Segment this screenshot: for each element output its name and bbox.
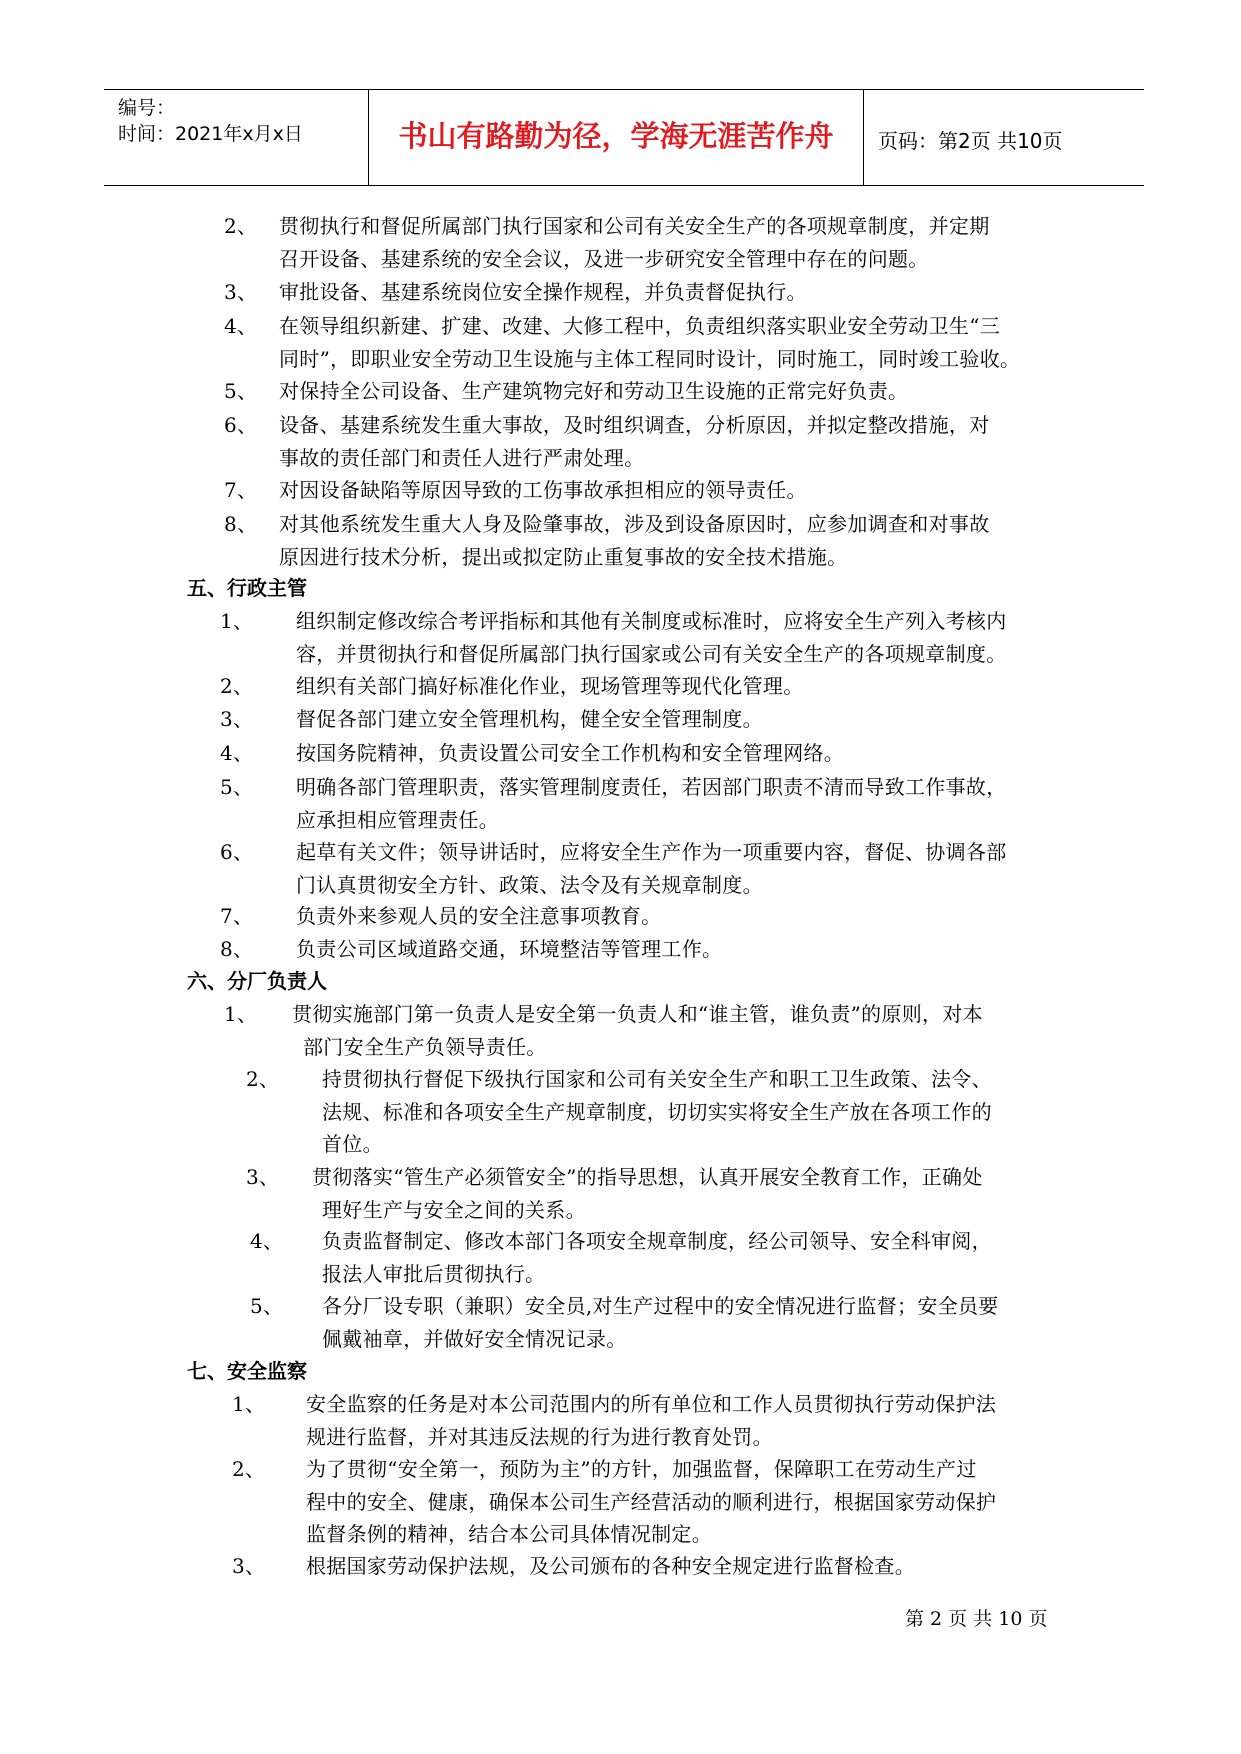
clause-text-line: 监督条例的精神，结合本公司具体情况制定。 (306, 1522, 712, 1546)
clause-text-line: 事故的责任部门和责任人进行严肃处理。 (279, 445, 645, 470)
clause-text-line: 对其他系统发生重大人身及险肇事故，涉及到设备原因时，应参加调查和对事故 (279, 512, 990, 536)
header-left-cell (104, 90, 369, 185)
clause-text-line: 程中的安全、健康，确保本公司生产经营活动的顺利进行，根据国家劳动保护 (306, 1489, 997, 1514)
clause-text-line: 负责监督制定、修改本部门各项安全规章制度，经公司领导、安全科审阅， (322, 1229, 992, 1253)
clause-text-line: 审批设备、基建系统岗位安全操作规程，并负责督促执行。 (279, 280, 807, 304)
clause-number: 4、 (250, 1229, 284, 1253)
clause-number: 1、 (224, 1002, 258, 1026)
clause-number: 7、 (220, 904, 254, 928)
clause-text-line: 为了贯彻“安全第一，预防为主”的方针，加强监督，保障职工在劳动生产过 (306, 1457, 977, 1481)
header-page-code: 页码：第2页 共10页 (878, 129, 1063, 153)
clause-text-line: 应承担相应管理责任。 (296, 807, 499, 832)
clause-number: 5、 (224, 379, 258, 403)
section-heading: 七、安全监察 (187, 1359, 307, 1383)
clause-text-line: 容，并贯彻执行和督促所属部门执行国家或公司有关安全生产的各项规章制度。 (296, 641, 1007, 666)
header-page-cell (864, 90, 1144, 185)
clause-number: 1、 (232, 1392, 266, 1416)
clause-number: 3、 (232, 1554, 266, 1578)
clause-text-line: 理好生产与安全之间的关系。 (322, 1197, 586, 1222)
clause-text-line: 根据国家劳动保护法规，及公司颁布的各种安全规定进行监督检查。 (306, 1554, 915, 1578)
clause-text-line: 贯彻落实“管生产必须管安全”的指导思想，认真开展安全教育工作，正确处 (312, 1165, 983, 1189)
clause-text-line: 对保持全公司设备、生产建筑物完好和劳动卫生设施的正常完好负责。 (279, 379, 909, 403)
clause-text-line: 按国务院精神，负责设置公司安全工作机构和安全管理网络。 (296, 741, 845, 765)
clause-text-line: 负责外来参观人员的安全注意事项教育。 (296, 904, 662, 928)
clause-number: 2、 (220, 674, 254, 698)
clause-number: 6、 (224, 413, 258, 437)
clause-number: 8、 (220, 937, 254, 961)
document-header (104, 89, 1144, 186)
header-motto: 书山有路勤为径，学海无涯苦作舟 (398, 119, 834, 153)
clause-number: 2、 (224, 214, 258, 238)
section-heading: 五、行政主管 (187, 576, 307, 600)
clause-text-line: 原因进行技术分析，提出或拟定防止重复事故的安全技术措施。 (279, 544, 848, 569)
clause-text-line: 督促各部门建立安全管理机构，健全安全管理制度。 (296, 707, 763, 731)
page-footer: 第 2 页 共 10 页 (905, 1608, 1048, 1630)
serial-number-label: 编号： (118, 97, 176, 119)
clause-text-line: 门认真贯彻安全方针、政策、法令及有关规章制度。 (296, 872, 763, 897)
clause-text-line: 持贯彻执行督促下级执行国家和公司有关安全生产和职工卫生政策、法令、 (322, 1067, 992, 1091)
time-label: 时间：2021年x月x日 (118, 123, 303, 145)
clause-number: 4、 (220, 741, 254, 765)
clause-number: 3、 (220, 707, 254, 731)
clause-text-line: 组织有关部门搞好标准化作业，现场管理等现代化管理。 (296, 674, 804, 698)
clause-number: 6、 (220, 840, 254, 864)
clause-text-line: 规进行监督，并对其违反法规的行为进行教育处罚。 (306, 1424, 773, 1449)
clause-text-line: 负责公司区域道路交通，环境整洁等管理工作。 (296, 937, 723, 961)
clause-text-line: 起草有关文件；领导讲话时，应将安全生产作为一项重要内容，督促、协调各部 (296, 840, 1007, 864)
clause-text-line: 召开设备、基建系统的安全会议，及进一步研究安全管理中存在的问题。 (279, 246, 929, 271)
clause-text-line: 在领导组织新建、扩建、改建、大修工程中，负责组织落实职业安全劳动卫生“三 (279, 314, 1001, 338)
clause-text-line: 佩戴袖章，并做好安全情况记录。 (322, 1326, 627, 1351)
clause-number: 3、 (246, 1165, 280, 1189)
clause-number: 5、 (220, 775, 254, 799)
clause-text-line: 首位。 (322, 1132, 383, 1156)
clause-number: 8、 (224, 512, 258, 536)
clause-number: 3、 (224, 280, 258, 304)
clause-text-line: 设备、基建系统发生重大事故，及时组织调查，分析原因，并拟定整改措施，对 (279, 413, 990, 437)
clause-number: 2、 (246, 1067, 280, 1091)
clause-text-line: 法规、标准和各项安全生产规章制度，切切实实将安全生产放在各项工作的 (322, 1099, 992, 1124)
clause-number: 2、 (232, 1457, 266, 1481)
clause-text-line: 部门安全生产负领导责任。 (303, 1034, 547, 1059)
clause-number: 7、 (224, 478, 258, 502)
clause-number: 4、 (224, 314, 258, 338)
section-heading: 六、分厂负责人 (187, 969, 327, 993)
clause-text-line: 报法人审批后贯彻执行。 (322, 1261, 546, 1286)
clause-text-line: 安全监察的任务是对本公司范围内的所有单位和工作人员贯彻执行劳动保护法 (306, 1392, 997, 1416)
clause-number: 5、 (250, 1294, 284, 1318)
clause-text-line: 组织制定修改综合考评指标和其他有关制度或标准时，应将安全生产列入考核内 (296, 609, 1007, 633)
clause-text-line: 各分厂设专职（兼职）安全员,对生产过程中的安全情况进行监督；安全员要 (322, 1294, 999, 1318)
clause-number: 1、 (220, 609, 254, 633)
clause-text-line: 同时”，即职业安全劳动卫生设施与主体工程同时设计，同时施工，同时竣工验收。 (279, 346, 1021, 371)
clause-text-line: 贯彻实施部门第一负责人是安全第一负责人和“谁主管，谁负责”的原则，对本 (292, 1002, 983, 1026)
clause-text-line: 明确各部门管理职责，落实管理制度责任，若因部门职责不清而导致工作事故， (296, 775, 1007, 799)
header-motto-cell (369, 90, 864, 185)
clause-text-line: 贯彻执行和督促所属部门执行国家和公司有关安全生产的各项规章制度，并定期 (279, 214, 990, 238)
clause-text-line: 对因设备缺陷等原因导致的工伤事故承担相应的领导责任。 (279, 478, 807, 502)
